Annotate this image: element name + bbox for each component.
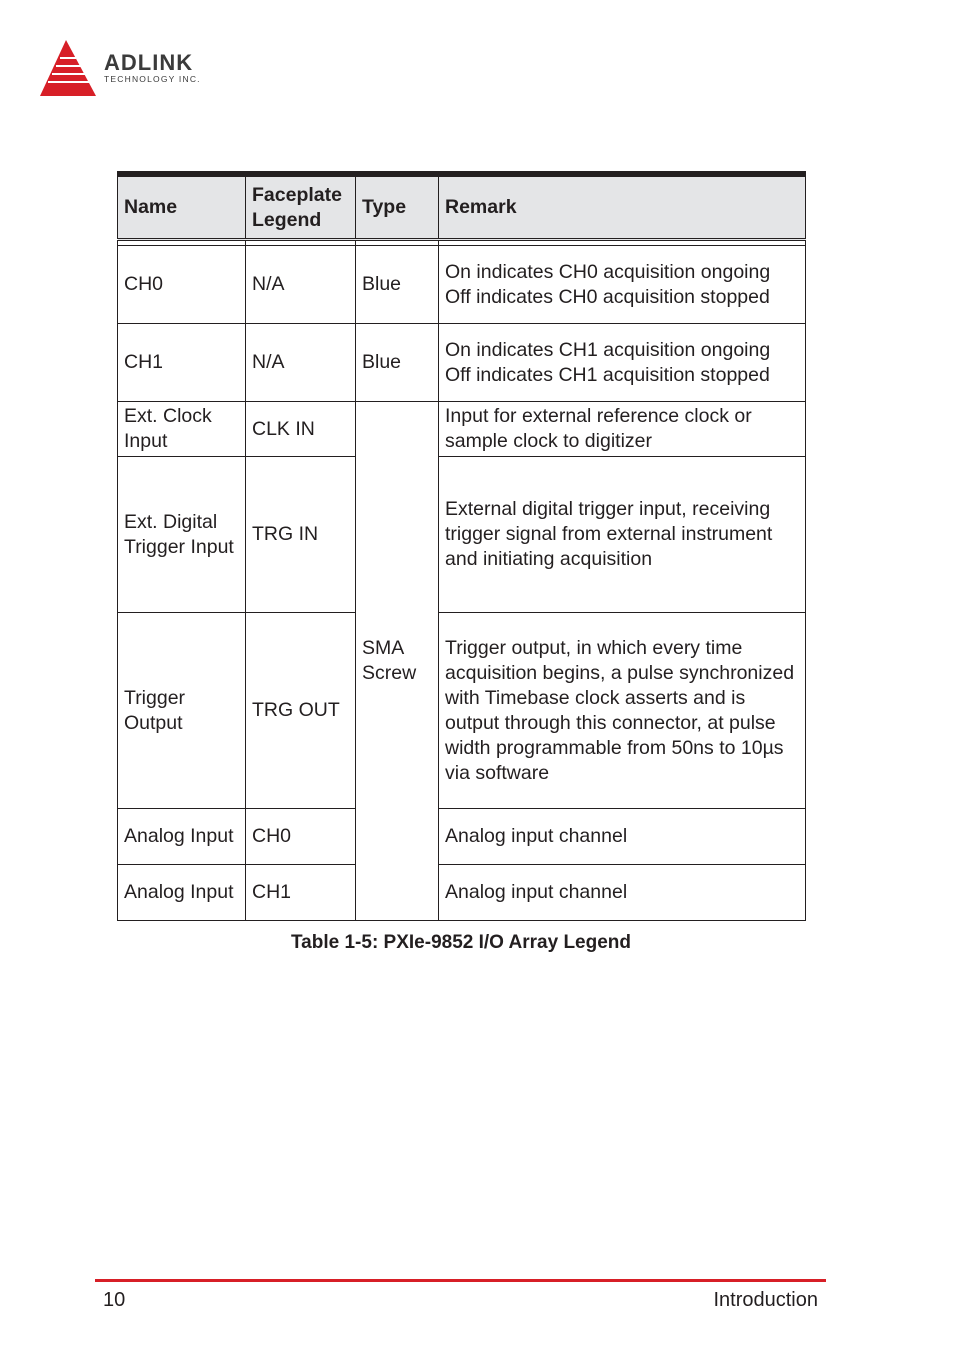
cell-legend: N/A <box>246 246 356 324</box>
brand-subtitle: TECHNOLOGY INC. <box>104 74 201 84</box>
brand-name: ADLINK <box>104 50 194 75</box>
cell-type-merged: SMA Screw <box>356 402 439 921</box>
table-row <box>118 324 806 402</box>
io-array-legend-table <box>117 171 806 921</box>
section-name: Introduction <box>713 1289 818 1311</box>
cell-legend: TRG IN <box>246 457 356 613</box>
page-number: 10 <box>103 1289 126 1311</box>
cell-name: Analog Input <box>118 865 246 921</box>
cell-remark: Analog input channel <box>439 809 806 865</box>
column-header-type: Type <box>356 174 439 240</box>
cell-legend: CH0 <box>246 809 356 865</box>
cell-legend: CH1 <box>246 865 356 921</box>
column-header-legend: Faceplate Legend <box>246 174 356 240</box>
table-row <box>118 402 806 457</box>
table-row <box>118 865 806 921</box>
cell-name: CH1 <box>118 324 246 402</box>
table-row <box>118 246 806 324</box>
table-header-row <box>118 174 806 240</box>
cell-remark: Trigger output, in which every time acquisition begins, a pulse synchronized with Timebase clock asserts and is output through this connector, at pulse width programmable from 50ns to 10µs via software <box>439 613 806 809</box>
cell-remark: On indicates CH1 acquisition ongoing Off indicates CH1 acquisition stopped <box>439 324 806 402</box>
adlink-triangle-icon <box>40 38 100 100</box>
table-caption: Table 1-5: PXIe-9852 I/O Array Legend <box>290 932 631 953</box>
cell-remark: External digital trigger input, receiving trigger signal from external instrument and initiating acquisition <box>439 457 806 613</box>
column-header-remark: Remark <box>439 174 806 240</box>
table-row <box>118 457 806 613</box>
cell-remark: On indicates CH0 acquisition ongoing Off indicates CH0 acquisition stopped <box>439 246 806 324</box>
cell-name: Trigger Output <box>118 613 246 809</box>
table-row <box>118 809 806 865</box>
cell-type: Blue <box>356 324 439 402</box>
table-row <box>118 613 806 809</box>
adlink-logo <box>40 38 240 100</box>
cell-remark: Analog input channel <box>439 865 806 921</box>
cell-name: Analog Input <box>118 809 246 865</box>
cell-name: CH0 <box>118 246 246 324</box>
cell-legend: N/A <box>246 324 356 402</box>
cell-type: Blue <box>356 246 439 324</box>
cell-legend: TRG OUT <box>246 613 356 809</box>
cell-remark: Input for external reference clock or sample clock to digitizer <box>439 402 806 457</box>
cell-legend: CLK IN <box>246 402 356 457</box>
footer-divider <box>95 1279 826 1282</box>
cell-name: Ext. Clock Input <box>118 402 246 457</box>
cell-name: Ext. Digital Trigger Input <box>118 457 246 613</box>
column-header-name: Name <box>118 174 246 240</box>
